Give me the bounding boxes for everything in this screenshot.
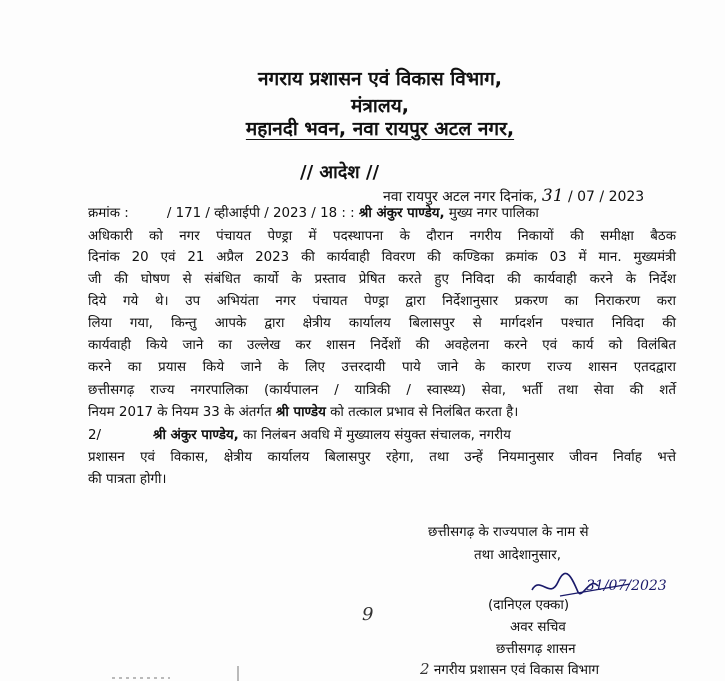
signatory-name: (दानिएल एक्का): [488, 598, 570, 613]
para1-line9: छत्तीसगढ़ राज्य नगरपालिका (कार्यपालन / यात्रिकी / स्वास्थ्य) सेवा, भर्ती तथा सेवा की शर्ते: [88, 383, 676, 398]
signature-line2: तथा आदेशानुसार,: [474, 548, 561, 563]
suspension-statement: को तत्काल प्रभाव से निलंबित करता है।: [330, 405, 519, 420]
para2-line3: की पात्रता होगी।: [88, 472, 167, 487]
order-title: // आदेश //: [300, 162, 380, 183]
cropped-text-fragment: [110, 664, 250, 681]
para1-line7: कार्यवाही किये जाने का उल्लेख कर शासन निर्देशों की अवहेलना करने एवं कार्य को विलंबित: [88, 338, 676, 353]
para2-officer-name: श्री अंकुर पाण्डेय,: [153, 428, 239, 443]
handwritten-page-mark: 9: [362, 604, 374, 625]
para1-line10: [88, 405, 648, 421]
ministry-heading: मंत्रालय,: [351, 95, 409, 117]
officer-name: श्री अंकुर पाण्डेय,: [358, 206, 445, 221]
para1-line2: अधिकारी को नगर पंचायत पेण्ड्रा में पदस्थापना के दौरान नगरीय निकायों की समीक्षा बैठक: [88, 229, 676, 244]
handwritten-date: 31/07/2023: [586, 578, 667, 594]
para2-number: 2/: [88, 428, 102, 443]
para1-line4: जी की घोषण से संबंधित कार्यो के प्रस्ताव प्रेषित करते हुए निविदा की कार्यवाही करने के निर्देश: [88, 272, 676, 287]
order-number-label: क्रमांक :: [88, 206, 129, 221]
address-heading: महानदी भवन, नवा रायपुर अटल नगर,: [245, 118, 515, 140]
signatory-office1: छत्तीसगढ़ शासन: [496, 642, 576, 657]
signatory-office2-wrap: [420, 660, 599, 678]
para2-line2: प्रशासन एवं विकास, क्षेत्रीय कार्यालय बिलासपुर रहेगा, तथा उन्हें नियमानुसार जीवन निर्वाह भत्ते: [88, 450, 676, 465]
officer-short-name: श्री पाण्डेय: [275, 405, 326, 420]
para1-line5: दिये गये थे। उप अभियंता नगर पंचायत पेण्ड्रा द्वारा निर्देशानुसार प्रकरण का निराकरण करा: [88, 294, 676, 309]
department-heading: नगराय प्रशासन एवं विकास विभाग,: [257, 68, 503, 90]
handwritten-day: 31: [541, 186, 564, 206]
signatory-designation: अवर सचिव: [510, 620, 566, 635]
signature-line1: छत्तीसगढ़ के राज्यपाल के नाम से: [428, 525, 589, 540]
para1-line3: दिनांक 20 एवं 21 अप्रैल 2023 की कार्यवाही विवरण की कण्डिका क्रमांक 03 में मान. मुख्यमंत्री: [88, 250, 676, 265]
order-number: / 171 / व्हीआईपी / 2023 / 18 : :: [166, 206, 355, 221]
para1-line8: करने का प्रयास किये जाने के लिए उत्तरदायी पाये जाने के कारण राज्य शासन एतदद्वारा: [88, 360, 676, 375]
para1-line6: लिया गया, किन्तु आपके द्वारा क्षेत्रीय कार्यालय बिलासपुर से मार्गदर्शन पश्चात निविदा की: [88, 316, 676, 331]
margin-handwritten-mark: 2: [420, 660, 430, 678]
para2-line1: [88, 428, 676, 444]
place-date-rest: / 07 / 2023: [567, 189, 645, 205]
signatory-office2: नगरीय प्रशासन एवं विकास विभाग: [433, 663, 600, 678]
place-date: [383, 186, 644, 206]
para2-line1-rest: का निलंबन अवधि में मुख्यालय संयुक्त संचालक, नगरीय: [243, 428, 511, 443]
para1-line1: [88, 206, 676, 222]
officer-designation: मुख्य नगर पालिका: [448, 206, 539, 221]
place-date-prefix: नवा रायपुर अटल नगर दिनांक,: [383, 189, 538, 205]
rule-reference: नियम 2017 के नियम 33 के अंतर्गत: [88, 405, 272, 420]
